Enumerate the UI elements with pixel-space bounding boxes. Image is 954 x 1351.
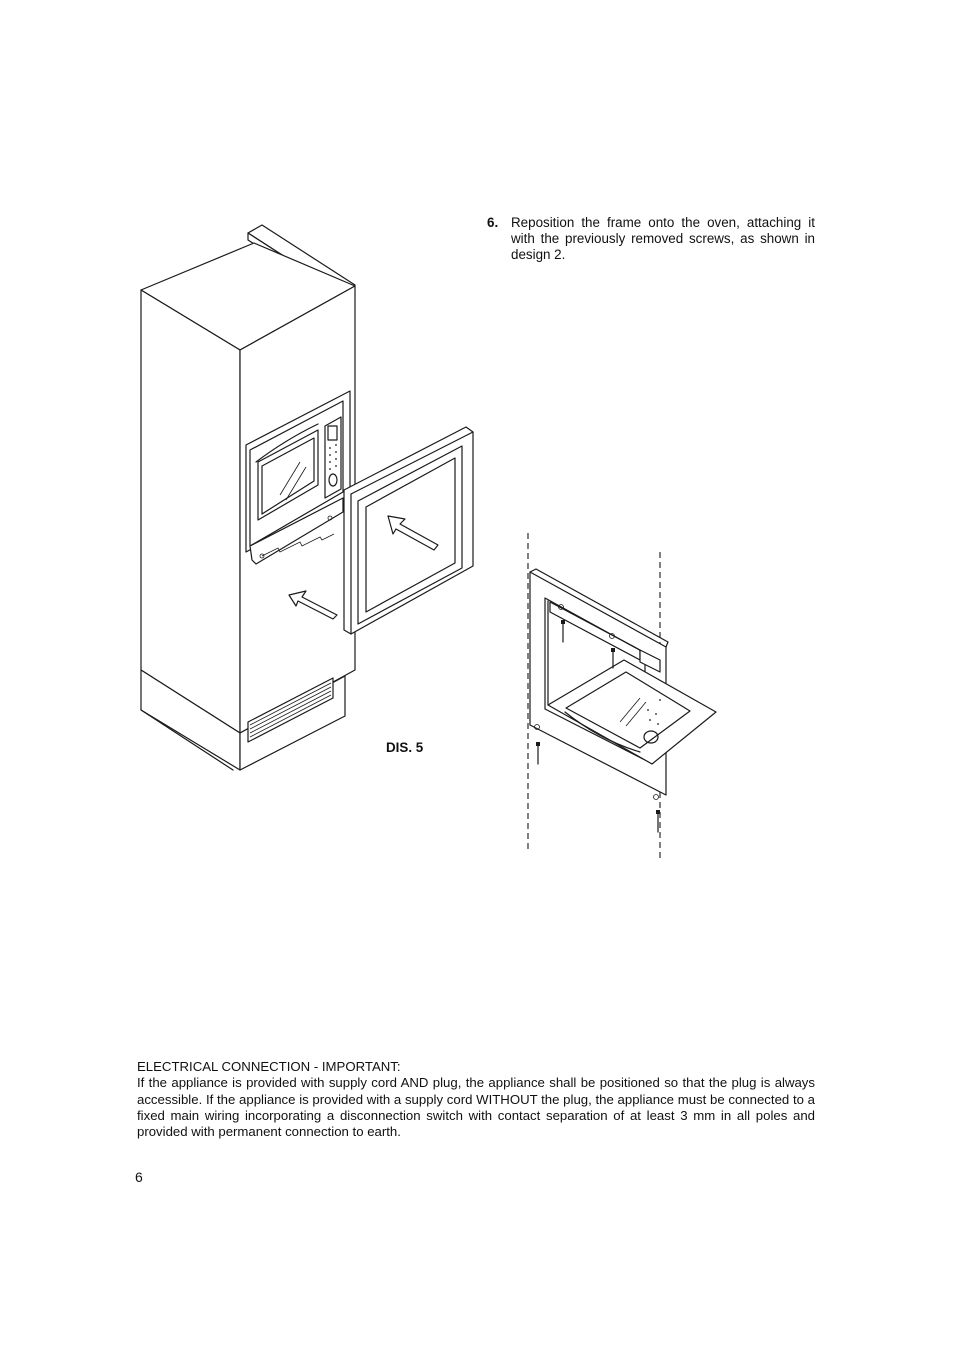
- instruction-step: [487, 215, 815, 263]
- notice-title: ELECTRICAL CONNECTION - IMPORTANT:: [137, 1059, 401, 1074]
- page-number: 6: [135, 1169, 143, 1185]
- trim-frame-illustration: [344, 427, 473, 634]
- electrical-notice: [137, 1059, 815, 1140]
- step-number: 6.: [487, 215, 499, 230]
- tall-cabinet-illustration: [141, 225, 355, 770]
- notice-body: If the appliance is provided with supply cord AND plug, the appliance shall be positioned so that the plug is always accessible. If the appliance is provided with a supply cord WITHOUT the plug, the appliance must be connected to a fixed main wiring incorporating a disconnection switch with contact separation of at least 3 mm in all poles and provided with permanent connection to earth.: [137, 1075, 815, 1140]
- screw-mounting-illustration: [528, 533, 716, 860]
- step-text: Reposition the frame onto the oven, attaching it with the previously removed screws, as shown in design 2.: [511, 215, 815, 262]
- figure-label: DIS. 5: [386, 740, 424, 755]
